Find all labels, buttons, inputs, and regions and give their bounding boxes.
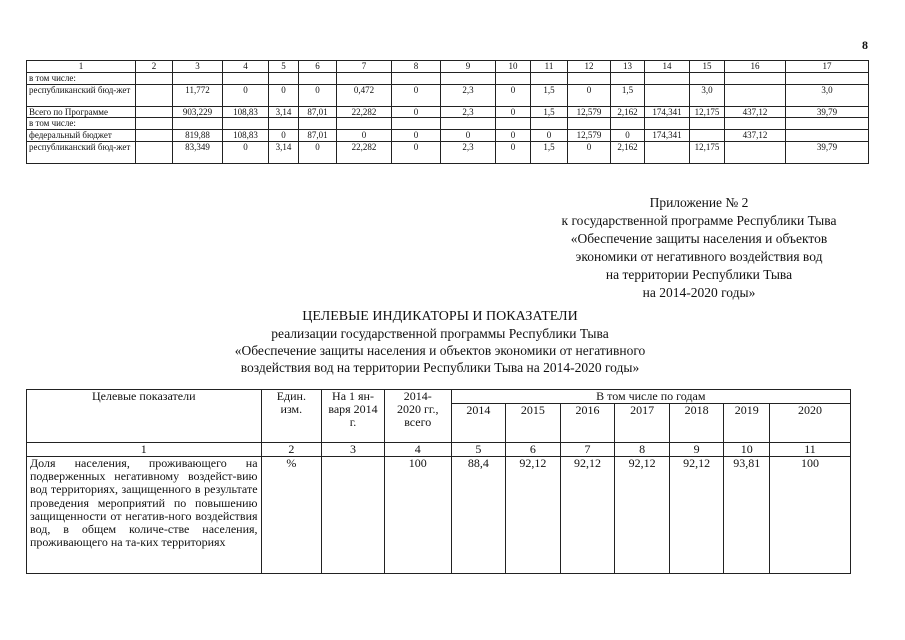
budget-cell xyxy=(611,118,645,130)
budget-cell xyxy=(136,130,173,142)
budget-cell xyxy=(645,84,690,106)
budget-cell: 108,83 xyxy=(223,106,269,118)
budget-cell: 0 xyxy=(392,130,441,142)
budget-cell xyxy=(299,72,337,84)
column-number: 6 xyxy=(299,61,337,73)
budget-cell xyxy=(136,84,173,106)
column-number-row xyxy=(27,61,869,73)
budget-cell: 174,341 xyxy=(645,106,690,118)
budget-cell xyxy=(392,118,441,130)
budget-cell: 0 xyxy=(496,130,531,142)
budget-cell xyxy=(223,72,269,84)
budget-cell: 12,175 xyxy=(690,141,725,163)
budget-cell: 174,341 xyxy=(645,130,690,142)
budget-cell xyxy=(173,118,223,130)
indicator-year-value: 88,4 xyxy=(451,457,506,574)
column-number: 2 xyxy=(261,443,322,457)
column-number: 8 xyxy=(392,61,441,73)
budget-row-label: в том числе: xyxy=(27,118,136,130)
column-number: 11 xyxy=(531,61,568,73)
column-number: 7 xyxy=(337,61,392,73)
budget-cell: 39,79 xyxy=(786,106,869,118)
budget-cell: 0 xyxy=(611,130,645,142)
document-heading xyxy=(120,308,760,376)
indicator-total: 100 xyxy=(384,457,451,574)
budget-row-label: республиканский бюд-жет xyxy=(27,141,136,163)
budget-cell xyxy=(786,118,869,130)
column-number: 3 xyxy=(173,61,223,73)
budget-row xyxy=(27,118,869,130)
budget-cell xyxy=(223,118,269,130)
budget-cell: 903,229 xyxy=(173,106,223,118)
column-number: 16 xyxy=(725,61,786,73)
budget-cell: 2,162 xyxy=(611,106,645,118)
budget-cell: 0 xyxy=(568,141,611,163)
page-number: 8 xyxy=(862,38,868,52)
column-number: 10 xyxy=(496,61,531,73)
column-number: 15 xyxy=(690,61,725,73)
indicator-year-value: 93,81 xyxy=(724,457,769,574)
budget-cell xyxy=(496,72,531,84)
column-number: 5 xyxy=(269,61,299,73)
column-number: 6 xyxy=(506,443,561,457)
budget-cell: 22,282 xyxy=(337,106,392,118)
budget-row-label: федеральный бюджет xyxy=(27,130,136,142)
budget-cell xyxy=(136,118,173,130)
budget-cell: 1,5 xyxy=(611,84,645,106)
heading-subtitle-line: воздействия вод на территории Республики Тыва на 2014-2020 годы» xyxy=(240,360,640,375)
budget-cell: 3,0 xyxy=(690,84,725,106)
appendix-line: Приложение № 2 xyxy=(649,195,749,210)
column-number: 11 xyxy=(769,443,850,457)
budget-cell xyxy=(568,72,611,84)
budget-cell xyxy=(299,118,337,130)
budget-cell: 12,579 xyxy=(568,106,611,118)
budget-cell: 11,772 xyxy=(173,84,223,106)
column-number: 17 xyxy=(786,61,869,73)
budget-cell: 2,3 xyxy=(441,106,496,118)
column-number: 4 xyxy=(223,61,269,73)
budget-cell: 0 xyxy=(299,141,337,163)
indicator-year-value: 92,12 xyxy=(615,457,670,574)
budget-cell: 1,5 xyxy=(531,141,568,163)
appendix-line: на 2014-2020 годы» xyxy=(642,285,756,300)
budget-cell: 1,5 xyxy=(531,106,568,118)
header-by-years: В том числе по годам xyxy=(451,390,850,404)
budget-cell xyxy=(645,141,690,163)
budget-cell: 0 xyxy=(299,84,337,106)
column-number: 2 xyxy=(136,61,173,73)
indicator-year-value: 92,12 xyxy=(506,457,561,574)
header-year: 2015 xyxy=(506,404,561,443)
indicator-year-value: 92,12 xyxy=(560,457,615,574)
budget-cell: 108,83 xyxy=(223,130,269,142)
heading-subtitle-line: «Обеспечение защиты населения и объектов экономики от негативного xyxy=(234,343,646,358)
indicator-unit: % xyxy=(261,457,322,574)
budget-cell: 2,3 xyxy=(441,84,496,106)
header-total: 2014-2020 гг., всего xyxy=(384,390,451,443)
column-number: 14 xyxy=(645,61,690,73)
budget-cell: 0 xyxy=(269,84,299,106)
budget-cell xyxy=(441,118,496,130)
budget-cell: 0 xyxy=(441,130,496,142)
budget-cell: 1,5 xyxy=(531,84,568,106)
indicator-year-value: 92,12 xyxy=(669,457,724,574)
header-year: 2014 xyxy=(451,404,506,443)
budget-cell xyxy=(645,118,690,130)
budget-row xyxy=(27,72,869,84)
budget-cell: 0 xyxy=(223,141,269,163)
budget-cell xyxy=(136,106,173,118)
heading-subtitle-line: реализации государственной программы Республики Тыва xyxy=(271,326,609,341)
budget-cell xyxy=(786,72,869,84)
budget-cell xyxy=(786,130,869,142)
budget-cell: 3,0 xyxy=(786,84,869,106)
header-unit: Един. изм. xyxy=(261,390,322,443)
indicator-description: Доля населения, проживающего на подверженных негативному воздейст-вию вод территориях, защищенного в результате проведения мероприятий по повышению защищенности от негатив-ного воздействия вод, в общем количе-стве населения, проживающего на та-ких территориях xyxy=(27,457,262,574)
budget-row xyxy=(27,84,869,106)
budget-cell xyxy=(690,118,725,130)
budget-cell xyxy=(611,72,645,84)
budget-cell: 39,79 xyxy=(786,141,869,163)
header-indicator: Целевые показатели xyxy=(27,390,262,443)
budget-cell: 87,01 xyxy=(299,130,337,142)
budget-cell xyxy=(690,72,725,84)
budget-cell xyxy=(725,72,786,84)
indicator-year-value: 100 xyxy=(769,457,850,574)
budget-cell xyxy=(136,72,173,84)
budget-cell: 22,282 xyxy=(337,141,392,163)
appendix-line: экономики от негативного воздействия вод xyxy=(575,249,823,264)
header-year: 2019 xyxy=(724,404,769,443)
budget-cell: 819,88 xyxy=(173,130,223,142)
heading-title: ЦЕЛЕВЫЕ ИНДИКАТОРЫ И ПОКАЗАТЕЛИ xyxy=(302,309,578,324)
budget-cell: 3,14 xyxy=(269,141,299,163)
budget-cell: 0 xyxy=(269,130,299,142)
column-number: 9 xyxy=(669,443,724,457)
budget-cell: 83,349 xyxy=(173,141,223,163)
budget-cell: 437,12 xyxy=(725,106,786,118)
budget-cell: 3,14 xyxy=(269,106,299,118)
budget-cell xyxy=(337,118,392,130)
budget-cell: 0 xyxy=(337,130,392,142)
column-number-row xyxy=(27,443,851,457)
budget-cell: 12,579 xyxy=(568,130,611,142)
budget-cell: 87,01 xyxy=(299,106,337,118)
budget-row-label: Всего по Программе xyxy=(27,106,136,118)
header-as-of: На 1 ян-варя 2014 г. xyxy=(322,390,385,443)
budget-row-label: в том числе: xyxy=(27,72,136,84)
column-number: 10 xyxy=(724,443,769,457)
budget-cell xyxy=(337,72,392,84)
budget-cell: 0 xyxy=(496,84,531,106)
budget-cell xyxy=(568,118,611,130)
budget-cell xyxy=(269,72,299,84)
budget-cell: 0 xyxy=(392,106,441,118)
budget-cell xyxy=(173,72,223,84)
appendix-line: на территории Республики Тыва xyxy=(605,267,793,282)
budget-row xyxy=(27,106,869,118)
budget-cell xyxy=(725,118,786,130)
budget-cell: 0 xyxy=(496,106,531,118)
indicators-table xyxy=(26,389,851,574)
budget-cell xyxy=(136,141,173,163)
budget-cell: 12,175 xyxy=(690,106,725,118)
header-year: 2016 xyxy=(560,404,615,443)
indicator-row xyxy=(27,457,851,574)
budget-cell xyxy=(645,72,690,84)
appendix-line: к государственной программе Республики Тыва xyxy=(561,213,837,228)
budget-cell xyxy=(690,130,725,142)
budget-cell: 2,3 xyxy=(441,141,496,163)
budget-continuation-table xyxy=(26,60,869,164)
budget-cell: 0,472 xyxy=(337,84,392,106)
budget-cell: 437,12 xyxy=(725,130,786,142)
budget-cell xyxy=(496,118,531,130)
budget-cell xyxy=(392,72,441,84)
header-year: 2017 xyxy=(615,404,670,443)
budget-cell xyxy=(725,84,786,106)
budget-cell xyxy=(725,141,786,163)
budget-cell: 0 xyxy=(223,84,269,106)
budget-cell xyxy=(269,118,299,130)
indicators-header-row xyxy=(27,390,851,404)
appendix-line: «Обеспечение защиты населения и объектов xyxy=(570,231,828,246)
column-number: 13 xyxy=(611,61,645,73)
column-number: 5 xyxy=(451,443,506,457)
budget-row-label: республиканский бюд-жет xyxy=(27,84,136,106)
budget-cell: 0 xyxy=(392,141,441,163)
column-number: 12 xyxy=(568,61,611,73)
budget-cell: 0 xyxy=(392,84,441,106)
indicator-as-of xyxy=(322,457,385,574)
column-number: 1 xyxy=(27,61,136,73)
column-number: 7 xyxy=(560,443,615,457)
column-number: 1 xyxy=(27,443,262,457)
budget-cell xyxy=(441,72,496,84)
budget-row xyxy=(27,130,869,142)
budget-cell: 0 xyxy=(568,84,611,106)
budget-cell: 2,162 xyxy=(611,141,645,163)
column-number: 8 xyxy=(615,443,670,457)
budget-cell xyxy=(531,72,568,84)
budget-row xyxy=(27,141,869,163)
column-number: 4 xyxy=(384,443,451,457)
header-year: 2018 xyxy=(669,404,724,443)
appendix-note xyxy=(520,194,878,302)
header-year: 2020 xyxy=(769,404,850,443)
budget-cell xyxy=(531,118,568,130)
budget-cell: 0 xyxy=(496,141,531,163)
column-number: 9 xyxy=(441,61,496,73)
budget-cell: 0 xyxy=(531,130,568,142)
column-number: 3 xyxy=(322,443,385,457)
